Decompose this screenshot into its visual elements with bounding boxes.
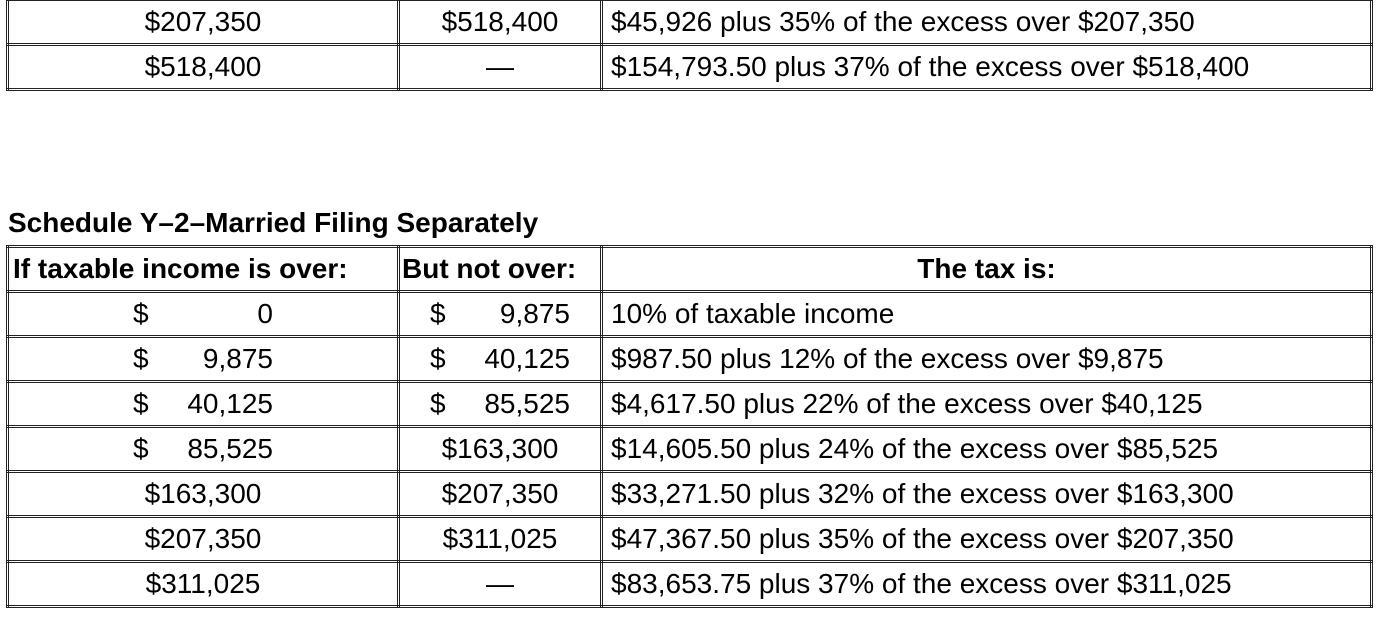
tax-description-cell: $83,653.75 plus 37% of the excess over $311,025	[602, 562, 1372, 607]
income-over-cell: $207,350	[8, 517, 399, 562]
income-not-over-cell: $311,025	[399, 517, 602, 562]
income-over-cell	[8, 337, 399, 382]
tax-description-cell: $987.50 plus 12% of the excess over $9,875	[602, 337, 1372, 382]
schedule-title: Schedule Y–2–Married Filing Separately	[8, 207, 539, 238]
table-row	[8, 562, 1372, 607]
dollar-sign: $	[133, 298, 149, 329]
income-not-over-cell: $518,400	[399, 0, 602, 45]
table-row	[8, 45, 1372, 90]
dollar-sign: $	[430, 343, 446, 374]
amount: 85,525	[484, 388, 570, 419]
tax-description-cell: $4,617.50 plus 22% of the excess over $40,125	[602, 382, 1372, 427]
table-row	[8, 292, 1372, 337]
income-not-over-cell	[399, 382, 602, 427]
previous-schedule-table	[6, 0, 1373, 91]
table-row	[8, 472, 1372, 517]
income-not-over-cell: $207,350	[399, 472, 602, 517]
dollar-sign: $	[430, 388, 446, 419]
table-row	[8, 0, 1372, 45]
table-row	[8, 517, 1372, 562]
tax-description-cell: $154,793.50 plus 37% of the excess over $518,400	[602, 45, 1372, 90]
tax-description-cell: 10% of taxable income	[602, 292, 1372, 337]
income-over-cell: $311,025	[8, 562, 399, 607]
income-over-cell: $163,300	[8, 472, 399, 517]
income-over-cell	[8, 292, 399, 337]
income-not-over-cell: —	[399, 45, 602, 90]
tax-description-cell: $14,605.50 plus 24% of the excess over $85,525	[602, 427, 1372, 472]
income-over-cell: $207,350	[8, 0, 399, 45]
column-header-tax: The tax is:	[602, 247, 1372, 292]
dollar-sign: $	[133, 433, 149, 464]
dollar-sign: $	[133, 343, 149, 374]
income-not-over-cell: —	[399, 562, 602, 607]
dollar-sign: $	[430, 298, 446, 329]
tax-description-cell: $47,367.50 plus 35% of the excess over $207,350	[602, 517, 1372, 562]
income-over-cell	[8, 382, 399, 427]
schedule-y2-table	[6, 245, 1373, 608]
table-header-row	[8, 247, 1372, 292]
table-row	[8, 337, 1372, 382]
dollar-sign: $	[133, 388, 149, 419]
column-header-over: If taxable income is over:	[8, 247, 399, 292]
amount: 85,525	[187, 433, 273, 464]
income-over-cell: $518,400	[8, 45, 399, 90]
amount: 40,125	[484, 343, 570, 374]
tax-description-cell: $33,271.50 plus 32% of the excess over $163,300	[602, 472, 1372, 517]
amount: 0	[257, 298, 273, 329]
table-row	[8, 427, 1372, 472]
amount: 40,125	[187, 388, 273, 419]
amount: 9,875	[202, 343, 273, 374]
column-header-not-over: But not over:	[399, 247, 602, 292]
income-not-over-cell: $163,300	[399, 427, 602, 472]
income-over-cell	[8, 427, 399, 472]
tax-description-cell: $45,926 plus 35% of the excess over $207,350	[602, 0, 1372, 45]
table-row	[8, 382, 1372, 427]
income-not-over-cell	[399, 292, 602, 337]
income-not-over-cell	[399, 337, 602, 382]
amount: 9,875	[499, 298, 570, 329]
